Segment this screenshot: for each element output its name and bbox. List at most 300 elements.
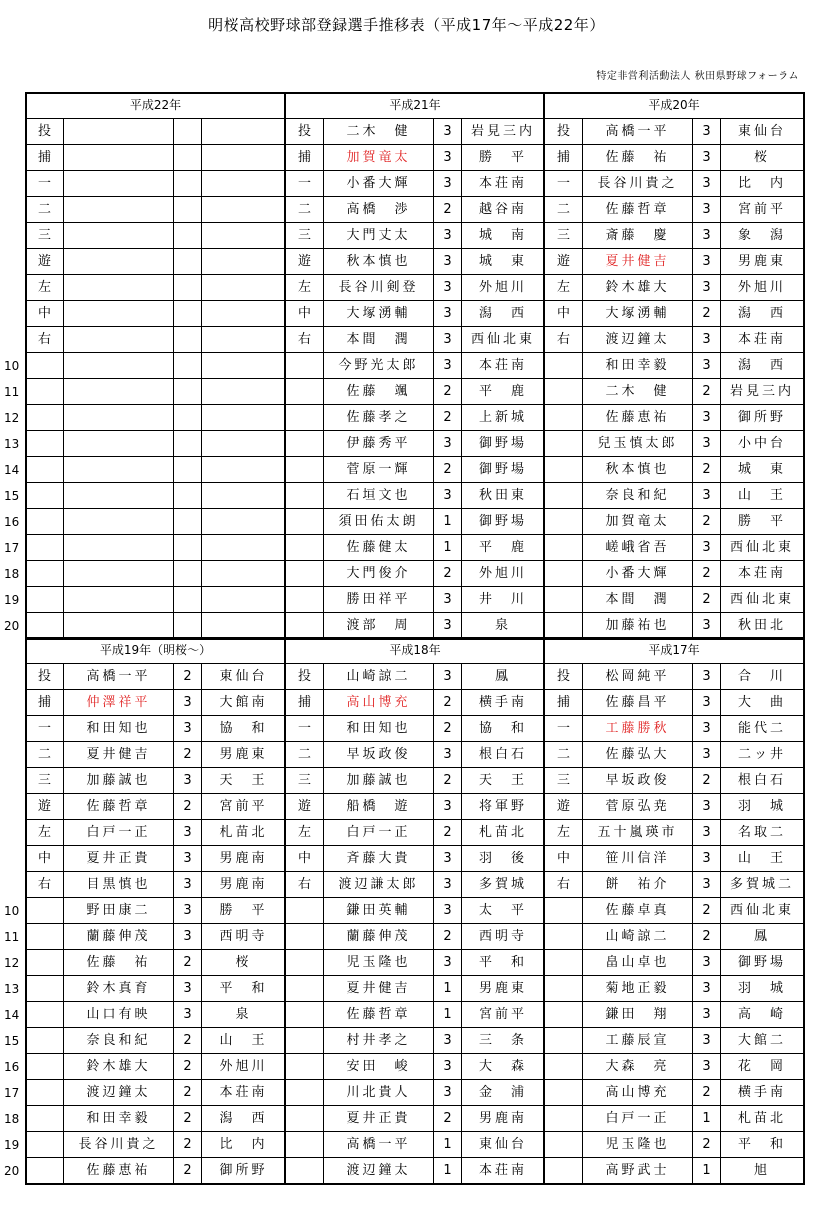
- school-cell: 宮前平: [721, 197, 804, 223]
- row-number: 15: [4, 489, 20, 503]
- player-name: 菅原弘尭: [583, 794, 693, 820]
- school-cell: 札苗北: [202, 820, 286, 846]
- school-cell: 西仙北東: [721, 535, 804, 561]
- player-name: 高山博充: [583, 1080, 693, 1106]
- grade-cell: 1: [434, 535, 462, 561]
- school-cell: 井 川: [462, 587, 545, 613]
- row-number: 17: [4, 541, 20, 555]
- row-number: 19: [4, 1138, 20, 1152]
- player-name: 夏井健吉: [64, 742, 174, 768]
- school-cell: 西明寺: [462, 924, 545, 950]
- grade-cell: 1: [434, 509, 462, 535]
- player-name: 鈴木雄大: [64, 1054, 174, 1080]
- grade-cell: 2: [434, 379, 462, 405]
- player-name: 高野武士: [583, 1158, 693, 1184]
- block-divider: [543, 638, 545, 1184]
- block-divider: [284, 638, 286, 1184]
- grade-cell: 3: [693, 846, 721, 872]
- position-cell: 一: [286, 171, 324, 197]
- school-cell: 二ッ井: [721, 742, 804, 768]
- school-cell: 平 鹿: [462, 379, 545, 405]
- player-name: 佐藤哲章: [583, 197, 693, 223]
- player-name: 和田幸毅: [583, 353, 693, 379]
- school-cell: 札苗北: [462, 820, 545, 846]
- player-name: 鎌田英輔: [324, 898, 434, 924]
- school-cell: 御所野: [721, 405, 804, 431]
- player-name: 渡部 周: [324, 613, 434, 639]
- school-cell: 横手南: [721, 1080, 804, 1106]
- row-number: 11: [4, 385, 20, 399]
- school-cell: 将軍野: [462, 794, 545, 820]
- player-name: 渡辺鐘太: [64, 1080, 174, 1106]
- row-number: 17: [4, 1086, 20, 1100]
- player-name: 加賀竜太: [324, 145, 434, 171]
- row-number: 18: [4, 567, 20, 581]
- school-cell: 桜: [202, 950, 286, 976]
- grade-cell: 3: [693, 431, 721, 457]
- grade-cell: 3: [434, 664, 462, 690]
- row-number: 14: [4, 463, 20, 477]
- grade-cell: 2: [174, 1106, 202, 1132]
- school-cell: 根白石: [721, 768, 804, 794]
- player-name: 佐藤卓真: [583, 898, 693, 924]
- grade-cell: 3: [693, 145, 721, 171]
- grade-cell: 2: [693, 898, 721, 924]
- player-name: 夏井正貴: [64, 846, 174, 872]
- player-name: 和田知也: [324, 716, 434, 742]
- player-name: 高橋一平: [583, 119, 693, 145]
- player-name: 大塚湧輔: [583, 301, 693, 327]
- school-cell: 山 王: [721, 846, 804, 872]
- grade-cell: 3: [174, 820, 202, 846]
- player-name: 餅 祐介: [583, 872, 693, 898]
- player-name: 高橋一平: [324, 1132, 434, 1158]
- organization-name: 特定非営利活動法人 秋田県野球フォーラム: [596, 71, 799, 82]
- position-cell: 一: [545, 716, 583, 742]
- school-cell: 桜: [721, 145, 804, 171]
- grade-cell: 3: [693, 820, 721, 846]
- row-number: 11: [4, 930, 20, 944]
- school-cell: 横手南: [462, 690, 545, 716]
- row-number: 13: [4, 982, 20, 996]
- grade-cell: 3: [434, 1028, 462, 1054]
- player-name: 高橋一平: [64, 664, 174, 690]
- grade-cell: 3: [693, 690, 721, 716]
- position-cell: 左: [286, 820, 324, 846]
- position-cell: 右: [545, 327, 583, 353]
- grade-cell: 2: [174, 664, 202, 690]
- grade-cell: 3: [434, 145, 462, 171]
- grade-cell: 3: [434, 587, 462, 613]
- player-name: 二木 健: [324, 119, 434, 145]
- school-cell: 男鹿東: [462, 976, 545, 1002]
- grade-cell: 2: [693, 768, 721, 794]
- grade-cell: 3: [434, 171, 462, 197]
- player-name: 渡辺鐘太: [324, 1158, 434, 1184]
- school-cell: 協 和: [202, 716, 286, 742]
- player-name: 菅原一輝: [324, 457, 434, 483]
- school-cell: 能代二: [721, 716, 804, 742]
- school-cell: 札苗北: [721, 1106, 804, 1132]
- grade-cell: 3: [174, 924, 202, 950]
- row-number: 12: [4, 411, 20, 425]
- grade-cell: 2: [174, 794, 202, 820]
- player-name: 和田知也: [64, 716, 174, 742]
- grade-cell: 2: [693, 1080, 721, 1106]
- grade-cell: 3: [693, 1002, 721, 1028]
- player-name: 奈良和紀: [583, 483, 693, 509]
- player-name: 佐藤哲章: [324, 1002, 434, 1028]
- position-cell: 投: [26, 664, 64, 690]
- player-name: 勝田祥平: [324, 587, 434, 613]
- school-cell: 合 川: [721, 664, 804, 690]
- grade-cell: 3: [434, 431, 462, 457]
- position-cell: 遊: [26, 794, 64, 820]
- school-cell: 根白石: [462, 742, 545, 768]
- position-cell: 右: [26, 327, 64, 353]
- school-cell: 御野場: [462, 457, 545, 483]
- school-cell: 勝 平: [721, 509, 804, 535]
- grade-cell: 3: [693, 119, 721, 145]
- grade-cell: 3: [434, 1080, 462, 1106]
- position-cell: 二: [26, 742, 64, 768]
- school-cell: 大館二: [721, 1028, 804, 1054]
- school-cell: 東仙台: [721, 119, 804, 145]
- grade-cell: 3: [693, 872, 721, 898]
- player-name: 高橋 渉: [324, 197, 434, 223]
- player-name: 大門俊介: [324, 561, 434, 587]
- school-cell: 羽 城: [721, 794, 804, 820]
- grade-cell: 3: [693, 742, 721, 768]
- grade-cell: 2: [434, 924, 462, 950]
- school-cell: 越谷南: [462, 197, 545, 223]
- school-cell: 大館南: [202, 690, 286, 716]
- position-cell: 一: [26, 716, 64, 742]
- school-cell: 山 王: [721, 483, 804, 509]
- grade-cell: 2: [174, 742, 202, 768]
- player-name: 加藤誠也: [64, 768, 174, 794]
- grade-cell: 2: [693, 301, 721, 327]
- player-name: 須田佑太朗: [324, 509, 434, 535]
- school-cell: 外旭川: [202, 1054, 286, 1080]
- school-cell: 外旭川: [462, 561, 545, 587]
- school-cell: 大 曲: [721, 690, 804, 716]
- grade-cell: 3: [693, 794, 721, 820]
- school-cell: 高 崎: [721, 1002, 804, 1028]
- player-name: 児玉隆也: [583, 1132, 693, 1158]
- grade-cell: 2: [434, 820, 462, 846]
- school-cell: 潟 西: [202, 1106, 286, 1132]
- row-number: 10: [4, 359, 20, 373]
- school-cell: 比 内: [721, 171, 804, 197]
- grade-cell: 1: [434, 1158, 462, 1184]
- school-cell: 天 王: [202, 768, 286, 794]
- year-header: 平成18年: [286, 638, 545, 664]
- player-name: 嵯峨省吾: [583, 535, 693, 561]
- position-cell: 中: [26, 301, 64, 327]
- school-cell: 泉: [462, 613, 545, 639]
- grade-cell: 2: [174, 1028, 202, 1054]
- school-cell: 宮前平: [202, 794, 286, 820]
- player-name: 加藤祐也: [583, 613, 693, 639]
- position-cell: 遊: [286, 794, 324, 820]
- school-cell: 天 王: [462, 768, 545, 794]
- grade-cell: 2: [174, 950, 202, 976]
- school-cell: 比 内: [202, 1132, 286, 1158]
- school-cell: 名取二: [721, 820, 804, 846]
- position-cell: 二: [286, 197, 324, 223]
- player-name: 高山博充: [324, 690, 434, 716]
- player-name: 村井孝之: [324, 1028, 434, 1054]
- school-cell: 協 和: [462, 716, 545, 742]
- row-number: 14: [4, 1008, 20, 1022]
- grade-cell: 3: [174, 1002, 202, 1028]
- player-name: 本間 潤: [583, 587, 693, 613]
- player-name: 佐藤弘大: [583, 742, 693, 768]
- player-name: 夏井正貴: [324, 1106, 434, 1132]
- school-cell: 外旭川: [721, 275, 804, 301]
- player-name: 目黒慎也: [64, 872, 174, 898]
- grade-cell: 2: [693, 509, 721, 535]
- school-cell: 潟 西: [721, 301, 804, 327]
- grade-cell: 2: [174, 1080, 202, 1106]
- player-name: 蘭藤伸茂: [324, 924, 434, 950]
- school-cell: 平 和: [202, 976, 286, 1002]
- school-cell: 秋田北: [721, 613, 804, 639]
- school-cell: 羽 後: [462, 846, 545, 872]
- player-name: 川北貴人: [324, 1080, 434, 1106]
- school-cell: 西仙北東: [721, 898, 804, 924]
- table-frame: [25, 92, 805, 640]
- school-cell: 平 鹿: [462, 535, 545, 561]
- school-cell: 御野場: [721, 950, 804, 976]
- position-cell: 捕: [545, 690, 583, 716]
- school-cell: 小中台: [721, 431, 804, 457]
- row-number: 19: [4, 593, 20, 607]
- school-cell: 西明寺: [202, 924, 286, 950]
- school-cell: 平 和: [721, 1132, 804, 1158]
- grade-cell: 3: [693, 664, 721, 690]
- grade-cell: 3: [434, 301, 462, 327]
- position-cell: 右: [545, 872, 583, 898]
- grade-cell: 2: [693, 1132, 721, 1158]
- grade-cell: 2: [693, 457, 721, 483]
- player-name: 今野光太郎: [324, 353, 434, 379]
- position-cell: 右: [286, 872, 324, 898]
- grade-cell: 3: [174, 768, 202, 794]
- school-cell: 山 王: [202, 1028, 286, 1054]
- position-cell: 捕: [286, 145, 324, 171]
- player-name: 佐藤恵祐: [583, 405, 693, 431]
- block-divider: [543, 93, 545, 639]
- position-cell: 左: [26, 275, 64, 301]
- grade-cell: 2: [693, 924, 721, 950]
- row-number: 20: [4, 1164, 20, 1178]
- grade-cell: 1: [693, 1158, 721, 1184]
- position-cell: 投: [545, 664, 583, 690]
- school-cell: 多賀城二: [721, 872, 804, 898]
- grade-cell: 2: [434, 1106, 462, 1132]
- position-cell: 左: [545, 275, 583, 301]
- page-title: 明桜高校野球部登録選手推移表（平成17年～平成22年）: [208, 16, 605, 34]
- school-cell: 男鹿南: [462, 1106, 545, 1132]
- position-cell: 三: [286, 223, 324, 249]
- grade-cell: 3: [434, 846, 462, 872]
- school-cell: 岩見三内: [462, 119, 545, 145]
- position-cell: 投: [286, 119, 324, 145]
- grade-cell: 2: [693, 561, 721, 587]
- grade-cell: 3: [174, 690, 202, 716]
- position-cell: 二: [545, 742, 583, 768]
- grade-cell: 3: [174, 898, 202, 924]
- position-cell: 中: [286, 846, 324, 872]
- position-cell: 三: [26, 768, 64, 794]
- player-name: 安田 峻: [324, 1054, 434, 1080]
- school-cell: 岩見三内: [721, 379, 804, 405]
- grade-cell: 2: [693, 587, 721, 613]
- player-name: 笹川信洋: [583, 846, 693, 872]
- grade-cell: 2: [174, 1132, 202, 1158]
- player-name: 和田幸毅: [64, 1106, 174, 1132]
- grade-cell: 3: [434, 1054, 462, 1080]
- grade-cell: 3: [174, 976, 202, 1002]
- grade-cell: 2: [434, 457, 462, 483]
- grade-cell: 3: [693, 976, 721, 1002]
- grade-cell: 3: [434, 872, 462, 898]
- school-cell: 城 東: [721, 457, 804, 483]
- grade-cell: 3: [693, 613, 721, 639]
- school-cell: 御所野: [202, 1158, 286, 1184]
- player-name: 佐藤恵祐: [64, 1158, 174, 1184]
- grade-cell: 3: [693, 275, 721, 301]
- player-name: 斉藤大貴: [324, 846, 434, 872]
- grade-cell: 3: [693, 171, 721, 197]
- year-header: 平成20年: [545, 93, 804, 119]
- school-cell: 多賀城: [462, 872, 545, 898]
- grade-cell: 3: [693, 223, 721, 249]
- position-cell: 右: [26, 872, 64, 898]
- school-cell: 泉: [202, 1002, 286, 1028]
- position-cell: 捕: [26, 145, 64, 171]
- school-cell: 三 条: [462, 1028, 545, 1054]
- player-name: 鈴木真育: [64, 976, 174, 1002]
- grade-cell: 3: [434, 613, 462, 639]
- player-name: 夏井健吉: [583, 249, 693, 275]
- player-name: 佐藤 祐: [583, 145, 693, 171]
- player-name: 兒玉慎太郎: [583, 431, 693, 457]
- player-name: 鈴木雄大: [583, 275, 693, 301]
- school-cell: 本荘南: [721, 327, 804, 353]
- row-number: 10: [4, 904, 20, 918]
- school-cell: 城 南: [462, 223, 545, 249]
- position-cell: 中: [545, 301, 583, 327]
- position-cell: 投: [545, 119, 583, 145]
- school-cell: 男鹿南: [202, 872, 286, 898]
- grade-cell: 3: [693, 405, 721, 431]
- grade-cell: 3: [434, 327, 462, 353]
- player-name: 佐藤 祐: [64, 950, 174, 976]
- school-cell: 西仙北東: [462, 327, 545, 353]
- player-name: 山口有映: [64, 1002, 174, 1028]
- position-cell: 中: [286, 301, 324, 327]
- year-header: 平成21年: [286, 93, 545, 119]
- position-cell: 三: [545, 223, 583, 249]
- player-name: 山崎諒二: [583, 924, 693, 950]
- player-name: 長谷川貴之: [583, 171, 693, 197]
- grade-cell: 2: [434, 197, 462, 223]
- block-divider: [284, 93, 286, 639]
- grade-cell: 2: [174, 1054, 202, 1080]
- grade-cell: 3: [434, 742, 462, 768]
- grade-cell: 2: [174, 1158, 202, 1184]
- school-cell: 御野場: [462, 509, 545, 535]
- player-name: 大門丈太: [324, 223, 434, 249]
- player-name: 佐藤健太: [324, 535, 434, 561]
- school-cell: 大 森: [462, 1054, 545, 1080]
- grade-cell: 3: [434, 794, 462, 820]
- position-cell: 捕: [286, 690, 324, 716]
- grade-cell: 1: [693, 1106, 721, 1132]
- position-cell: 一: [26, 171, 64, 197]
- school-cell: 東仙台: [462, 1132, 545, 1158]
- school-cell: 旭: [721, 1158, 804, 1184]
- school-cell: 男鹿東: [202, 742, 286, 768]
- player-name: 奈良和紀: [64, 1028, 174, 1054]
- player-name: 畠山卓也: [583, 950, 693, 976]
- position-cell: 右: [286, 327, 324, 353]
- school-cell: 御野場: [462, 431, 545, 457]
- row-number: 15: [4, 1034, 20, 1048]
- position-cell: 左: [26, 820, 64, 846]
- school-cell: 秋田東: [462, 483, 545, 509]
- player-name: 野田康二: [64, 898, 174, 924]
- grade-cell: 2: [434, 690, 462, 716]
- grade-cell: 3: [434, 898, 462, 924]
- school-cell: 城 東: [462, 249, 545, 275]
- position-cell: 三: [286, 768, 324, 794]
- position-cell: 中: [545, 846, 583, 872]
- grade-cell: 1: [434, 1132, 462, 1158]
- grade-cell: 3: [693, 950, 721, 976]
- school-cell: 象 潟: [721, 223, 804, 249]
- player-name: 早坂政俊: [583, 768, 693, 794]
- school-cell: 本荘南: [202, 1080, 286, 1106]
- player-name: 加賀竜太: [583, 509, 693, 535]
- school-cell: 上新城: [462, 405, 545, 431]
- grade-cell: 3: [434, 483, 462, 509]
- school-cell: 金 浦: [462, 1080, 545, 1106]
- row-number: 16: [4, 1060, 20, 1074]
- grade-cell: 3: [693, 483, 721, 509]
- school-cell: 東仙台: [202, 664, 286, 690]
- position-cell: 三: [545, 768, 583, 794]
- player-name: 菊地正毅: [583, 976, 693, 1002]
- player-name: 秋本慎也: [583, 457, 693, 483]
- player-name: 白戸一正: [64, 820, 174, 846]
- school-cell: 鳳: [721, 924, 804, 950]
- grade-cell: 2: [434, 561, 462, 587]
- player-name: 石垣文也: [324, 483, 434, 509]
- school-cell: 平 和: [462, 950, 545, 976]
- player-name: 斎藤 慶: [583, 223, 693, 249]
- grade-cell: 3: [693, 1028, 721, 1054]
- grade-cell: 3: [693, 327, 721, 353]
- player-name: 早坂政俊: [324, 742, 434, 768]
- row-number: 20: [4, 619, 20, 633]
- school-cell: 羽 城: [721, 976, 804, 1002]
- grade-cell: 3: [434, 223, 462, 249]
- school-cell: 勝 平: [202, 898, 286, 924]
